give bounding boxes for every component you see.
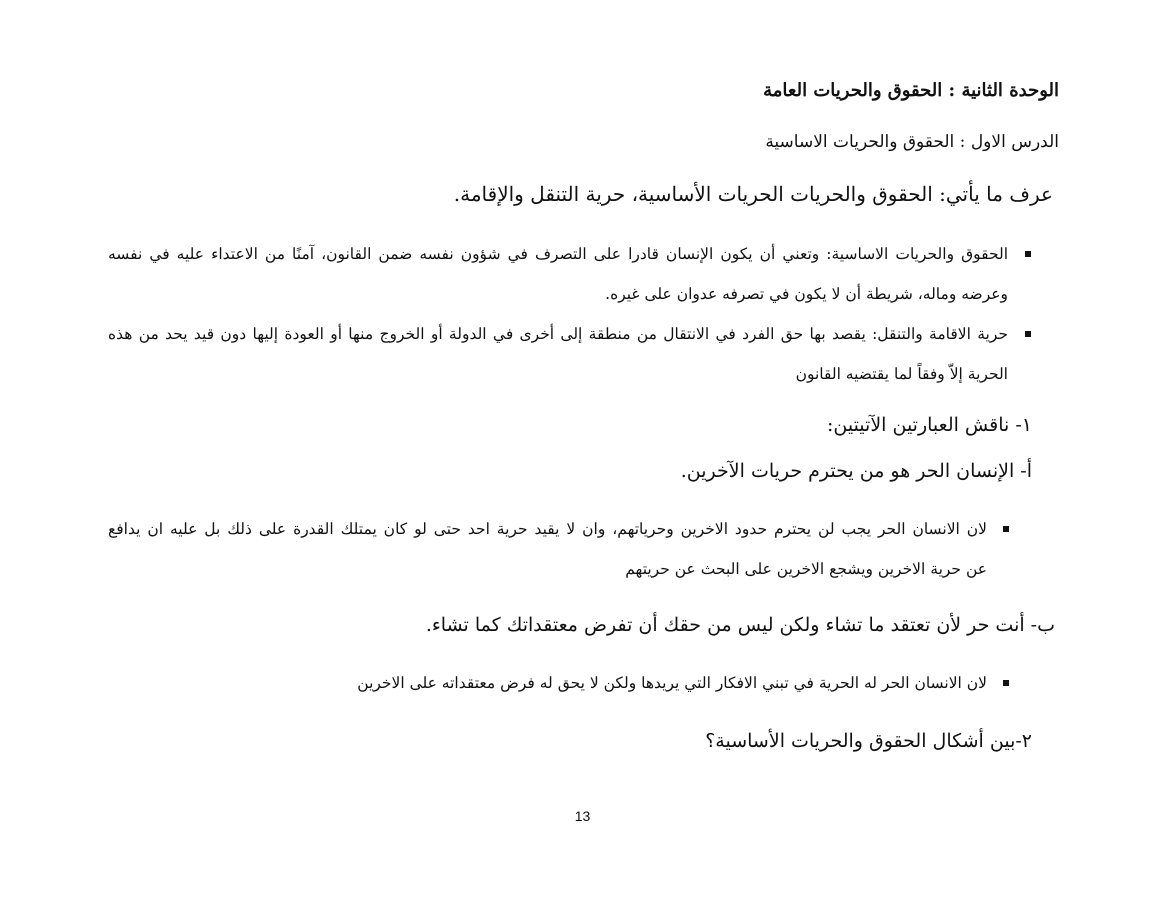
answer-line: عن حرية الاخرين ويشجع الاخرين على البحث عن حريتهم bbox=[625, 560, 987, 578]
statement-b: ب- أنت حر لأن تعتقد ما تشاء ولكن ليس من حقك أن تفرض معتقداتك كما تشاء. bbox=[425, 614, 1055, 636]
answer-line: لان الانسان الحر يجب لن يحترم حدود الاخرين وحرياتهم، وان لا يقيد حرية احد حتى لو كان يمتلك القدرة على ذلك بل عليه ان يدافع bbox=[108, 520, 987, 538]
unit-title: الوحدة الثانية : الحقوق والحريات العامة bbox=[763, 80, 1059, 101]
define-prompt: عرف ما يأتي: الحقوق والحريات الحريات الأساسية، حرية التنقل والإقامة. bbox=[453, 182, 1053, 206]
answer-line: لان الانسان الحر له الحرية في تبني الافكار التي يريدها ولكن لا يحق له فرض معتقداته على الاخرين bbox=[357, 674, 987, 692]
page-number: 13 bbox=[574, 808, 591, 824]
statement-a: أ- الإنسان الحر هو من يحترم حريات الآخرين. bbox=[680, 460, 1032, 482]
question-1: ١- ناقش العبارتين الآتيتين: bbox=[826, 414, 1032, 436]
bullet-icon bbox=[1025, 251, 1031, 257]
question-2: ٢-بين أشكال الحقوق والحريات الأساسية؟ bbox=[705, 730, 1032, 752]
bullet-icon bbox=[1003, 680, 1009, 686]
definition-line: الحرية إلاّ وفقاً لما يقتضيه القانون bbox=[795, 365, 1008, 383]
definition-line: الحقوق والحريات الاساسية: وتعني أن يكون الإنسان قادرا على التصرف في شؤون نفسه ضمن القانون، آمنًا من الاعتداء عليه في نفسه bbox=[108, 245, 1008, 263]
bullet-icon bbox=[1025, 331, 1031, 337]
definition-line: حرية الاقامة والتنقل: يقصد بها حق الفرد في الانتقال من منطقة إلى أخرى في الدولة أو الخروج منها أو العودة إليها دون قيد يحد من هذه bbox=[108, 325, 1008, 343]
definition-line: وعرضه وماله، شريطة أن لا يكون في تصرفه عدوان على غيره. bbox=[605, 285, 1008, 303]
lesson-title: الدرس الاول : الحقوق والحريات الاساسية bbox=[765, 132, 1059, 152]
bullet-icon bbox=[1003, 526, 1009, 532]
